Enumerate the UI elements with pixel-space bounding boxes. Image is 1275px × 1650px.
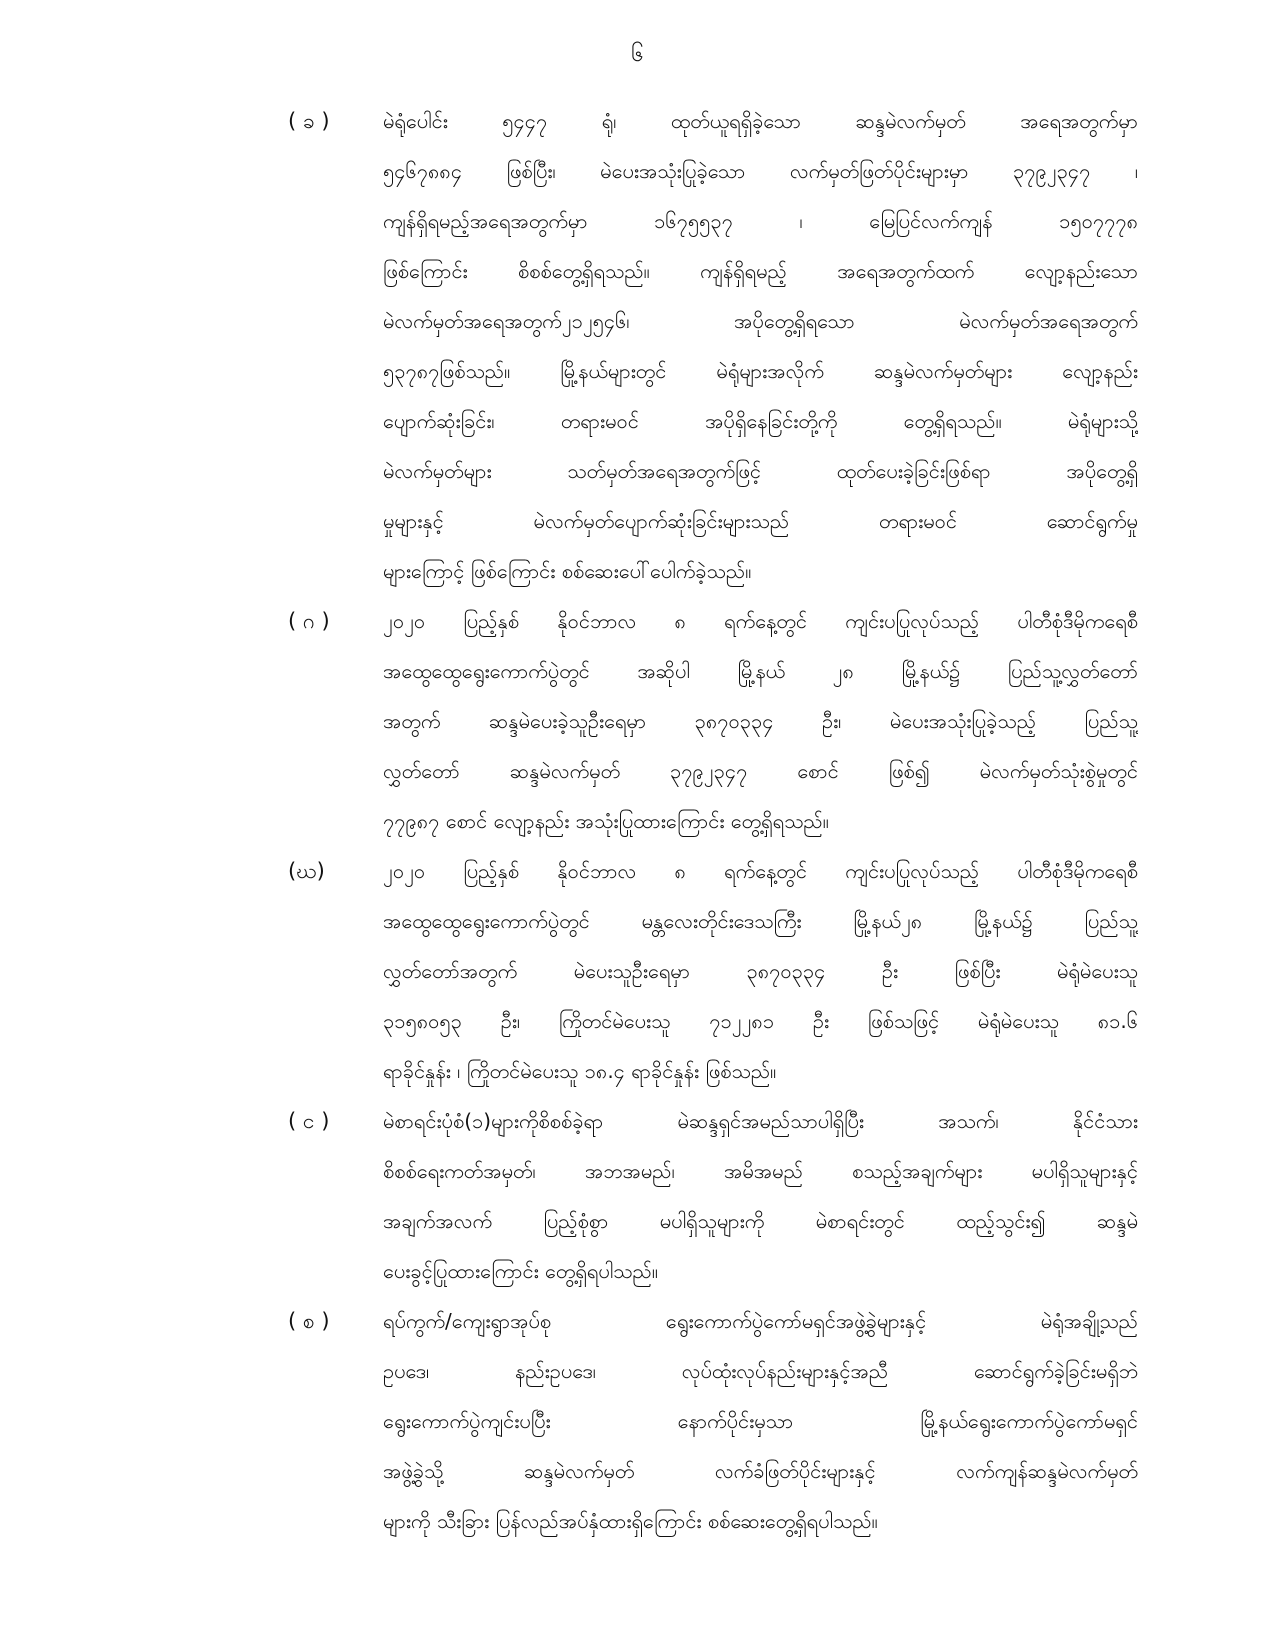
paragraph-line: စိစစ်ရေးကတ်အမှတ်၊ အဘအမည်၊ အမိအမည် စသည့်အချက်များ မပါရှိသူများနှင့် <box>383 1159 1138 1183</box>
item-paragraph <box>383 96 1138 596</box>
paragraph-line: ကျန်ရှိရမည့်အရေအတွက်မှာ ၁၆၇၅၅၃၇ ၊ မြေပြင်လက်ကျန် ၁၅၀၇၇၇၈ <box>383 209 1138 233</box>
paragraph-line: မှုများနှင့် မဲလက်မှတ်ပျောက်ဆုံးခြင်းများသည် တရားမဝင် ဆောင်ရွက်မှု <box>383 509 1138 533</box>
paragraph-line: ရာခိုင်နှုန်း ၊ ကြိုတင်မဲပေးသူ ၁၈.၄ ရာခိုင်နှုန်း ဖြစ်သည်။ <box>383 1059 777 1083</box>
item-label: ( ခ ) <box>288 109 330 133</box>
list-item <box>288 96 1138 596</box>
paragraph-line: ပျောက်ဆုံးခြင်း၊ တရားမဝင် အပိုရှိနေခြင်းတို့ကို တွေ့ရှိရသည်။ မဲရုံများသို့ <box>383 409 1138 433</box>
paragraph-line: အထွေထွေရွေးကောက်ပွဲတွင် မန္တလေးတိုင်းဒေသကြီး မြို့နယ်၂၈ မြို့နယ်၌ ပြည်သူ့ <box>383 909 1138 933</box>
item-label: ( င ) <box>288 1109 330 1133</box>
paragraph-line: ၂၀၂၀ ပြည့်နှစ် နိုဝင်ဘာလ ၈ ရက်နေ့တွင် ကျင်းပပြုလုပ်သည့် ပါတီစုံဒီမိုကရေစီ <box>383 609 1138 633</box>
paragraph-line: ၃၁၅၈၀၅၃ ဦး၊ ကြိုတင်မဲပေးသူ ၇၁၂၂၈၁ ဦး ဖြစ်သဖြင့် မဲရုံမဲပေးသူ ၈၁.၆ <box>383 1009 1138 1033</box>
paragraph-line: ရွေးကောက်ပွဲကျင်းပပြီး နောက်ပိုင်းမှသာ မြို့နယ်ရွေးကောက်ပွဲကော်မရှင် <box>383 1409 1138 1433</box>
page-number: ၆ <box>631 42 644 67</box>
item-label: ( စ ) <box>288 1309 330 1333</box>
list-item <box>288 1096 1138 1296</box>
paragraph-line: ၂၀၂၀ ပြည့်နှစ် နိုဝင်ဘာလ ၈ ရက်နေ့တွင် ကျင်းပပြုလုပ်သည့် ပါတီစုံဒီမိုကရေစီ <box>383 859 1138 883</box>
list-item <box>288 846 1138 1096</box>
item-paragraph <box>383 1096 1138 1296</box>
list-item <box>288 1296 1138 1546</box>
paragraph-line: လွှတ်တော် ဆန္ဒမဲလက်မှတ် ၃၇၉၂၃၄၇ စောင် ဖြစ်၍ မဲလက်မှတ်သုံးစွဲမှုတွင် <box>383 759 1138 783</box>
paragraph-line: မဲလက်မှတ်အရေအတွက်၂၁၂၅၄၆၊ အပိုတွေ့ရှိရသော မဲလက်မှတ်အရေအတွက် <box>383 309 1138 333</box>
paragraph-line: ဖြစ်ကြောင်း စိစစ်တွေ့ရှိရသည်။ ကျန်ရှိရမည့် အရေအတွက်ထက် လျော့နည်းသော <box>383 259 1138 283</box>
paragraph-line: အတွက် ဆန္ဒမဲပေးခဲ့သူဦးရေမှာ ၃၈၇၀၃၃၄ ဦး၊ မဲပေးအသုံးပြုခဲ့သည့် ပြည်သူ့ <box>383 709 1138 733</box>
item-paragraph <box>383 596 1138 846</box>
paragraph-line: မဲစာရင်းပုံစံ(၁)များကိုစိစစ်ခဲ့ရာ မဲဆန္ဒရှင်အမည်သာပါရှိပြီး အသက်၊ နိုင်ငံသား <box>383 1109 1138 1133</box>
item-label: (ဃ) <box>288 859 325 883</box>
paragraph-line: အဖွဲ့ခွဲသို့ ဆန္ဒမဲလက်မှတ် လက်ခံဖြတ်ပိုင်းများနှင့် လက်ကျန်ဆန္ဒမဲလက်မှတ် <box>383 1459 1138 1483</box>
paragraph-line: အချက်အလက် ပြည့်စုံစွာ မပါရှိသူများကို မဲစာရင်းတွင် ထည့်သွင်း၍ ဆန္ဒမဲ <box>383 1209 1138 1233</box>
item-paragraph <box>383 1296 1138 1546</box>
paragraph-line: ၇၇၉၈၇ စောင် လျော့နည်း အသုံးပြုထားကြောင်း တွေ့ရှိရသည်။ <box>383 809 829 833</box>
paragraph-line: မဲရုံပေါင်း ၅၄၄၇ ရုံ၊ ထုတ်ယူရရှိခဲ့သော ဆန္ဒမဲလက်မှတ် အရေအတွက်မှာ <box>383 109 1138 133</box>
paragraph-line: ၅၄၆၇၈၈၄ ဖြစ်ပြီး၊ မဲပေးအသုံးပြုခဲ့သော လက်မှတ်ဖြတ်ပိုင်းများမှာ ၃၇၉၂၃၄၇ ၊ <box>383 159 1138 183</box>
paragraph-line: ပေးခွင့်ပြုထားကြောင်း တွေ့ရှိရပါသည်။ <box>383 1259 658 1283</box>
paragraph-line: များကြောင့် ဖြစ်ကြောင်း စစ်ဆေးပေါ်ပေါက်ခဲ့သည်။ <box>383 559 752 583</box>
paragraph-line: အထွေထွေရွေးကောက်ပွဲတွင် အဆိုပါ မြို့နယ် ၂၈ မြို့နယ်၌ ပြည်သူ့လွှတ်တော် <box>383 659 1138 683</box>
paragraph-line: ဥပဒေ၊ နည်းဥပဒေ၊ လုပ်ထုံးလုပ်နည်းများနှင့်အညီ ဆောင်ရွက်ခဲ့ခြင်းမရှိဘဲ <box>383 1359 1138 1383</box>
paragraph-line: ၅၃၇၈၇ဖြစ်သည်။ မြို့နယ်များတွင် မဲရုံများအလိုက် ဆန္ဒမဲလက်မှတ်များ လျော့နည်း <box>383 359 1138 383</box>
paragraph-line: မဲလက်မှတ်များ သတ်မှတ်အရေအတွက်ဖြင့် ထုတ်ပေးခဲ့ခြင်းဖြစ်ရာ အပိုတွေ့ရှိ <box>383 459 1138 483</box>
list-item <box>288 596 1138 846</box>
paragraph-line: များကို သီးခြား ပြန်လည်အပ်နှံထားရှိကြောင်း စစ်ဆေးတွေ့ရှိရပါသည်။ <box>383 1509 878 1533</box>
paragraph-line: ရပ်ကွက်/ကျေးရွာအုပ်စု ရွေးကောက်ပွဲကော်မရှင်အဖွဲ့ခွဲများနှင့် မဲရုံအချို့သည် <box>383 1309 1138 1333</box>
paragraph-line: လွှတ်တော်အတွက် မဲပေးသူဦးရေမှာ ၃၈၇၀၃၃၄ ဦး ဖြစ်ပြီး မဲရုံမဲပေးသူ <box>383 959 1138 983</box>
item-label: ( ဂ ) <box>288 609 330 633</box>
item-paragraph <box>383 846 1138 1096</box>
findings-list <box>288 96 1138 1546</box>
